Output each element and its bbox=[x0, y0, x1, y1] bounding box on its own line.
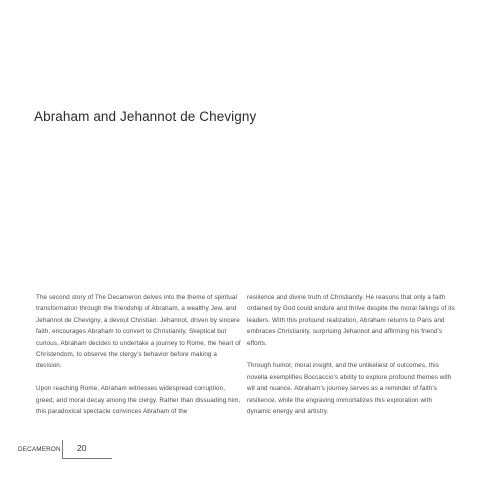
footer-book-title: DECAMERON bbox=[18, 446, 61, 453]
paragraph: Through humor, moral insight, and the unlikeliest of outcomes, this novella exemplifies Boccaccio’s ability to explore profound themes with wit and nuance. Abraham’s journey serves as a reminder of faith’s resilience, while the engraving immortalizes this exploration with dynamic energy and artistry. bbox=[247, 362, 452, 416]
page-number: 20 bbox=[77, 443, 87, 453]
paragraph: resilience and divine truth of Christianity. He reasons that only a faith ordained by God could endure and thrive despite the moral failings of its leaders. With this profound realization, Abraham returns to Paris and embraces Christianity, surprising Jehannot and affirming his friend’s efforts. bbox=[247, 294, 455, 347]
body-column-left bbox=[36, 292, 241, 429]
footer-divider-horizontal bbox=[62, 458, 112, 459]
page-title: Abraham and Jehannot de Chevigny bbox=[34, 109, 257, 124]
paragraph: The second story of The Decameron delves into the theme of spiritual transformation through the friendship of Abraham, a wealthy Jew, and Jehannot de Chevigny, a devout Christian. Jehannot, driven by sincere faith, encourages Abraham to convert to Christianity. Skeptical but curious, Abraham decides to undertake a journey to Rome, the heart of Christendom, to observe the clergy’s behavior before making a decision. bbox=[36, 294, 241, 370]
page-footer bbox=[18, 440, 108, 464]
body-column-right bbox=[247, 292, 457, 429]
paragraph: Upon reaching Rome, Abraham witnesses widespread corruption, greed, and moral decay among the clergy. Rather than dissuading him, this paradoxical spectacle convinces Abraham of the bbox=[36, 385, 241, 416]
footer-divider-vertical bbox=[62, 440, 63, 458]
